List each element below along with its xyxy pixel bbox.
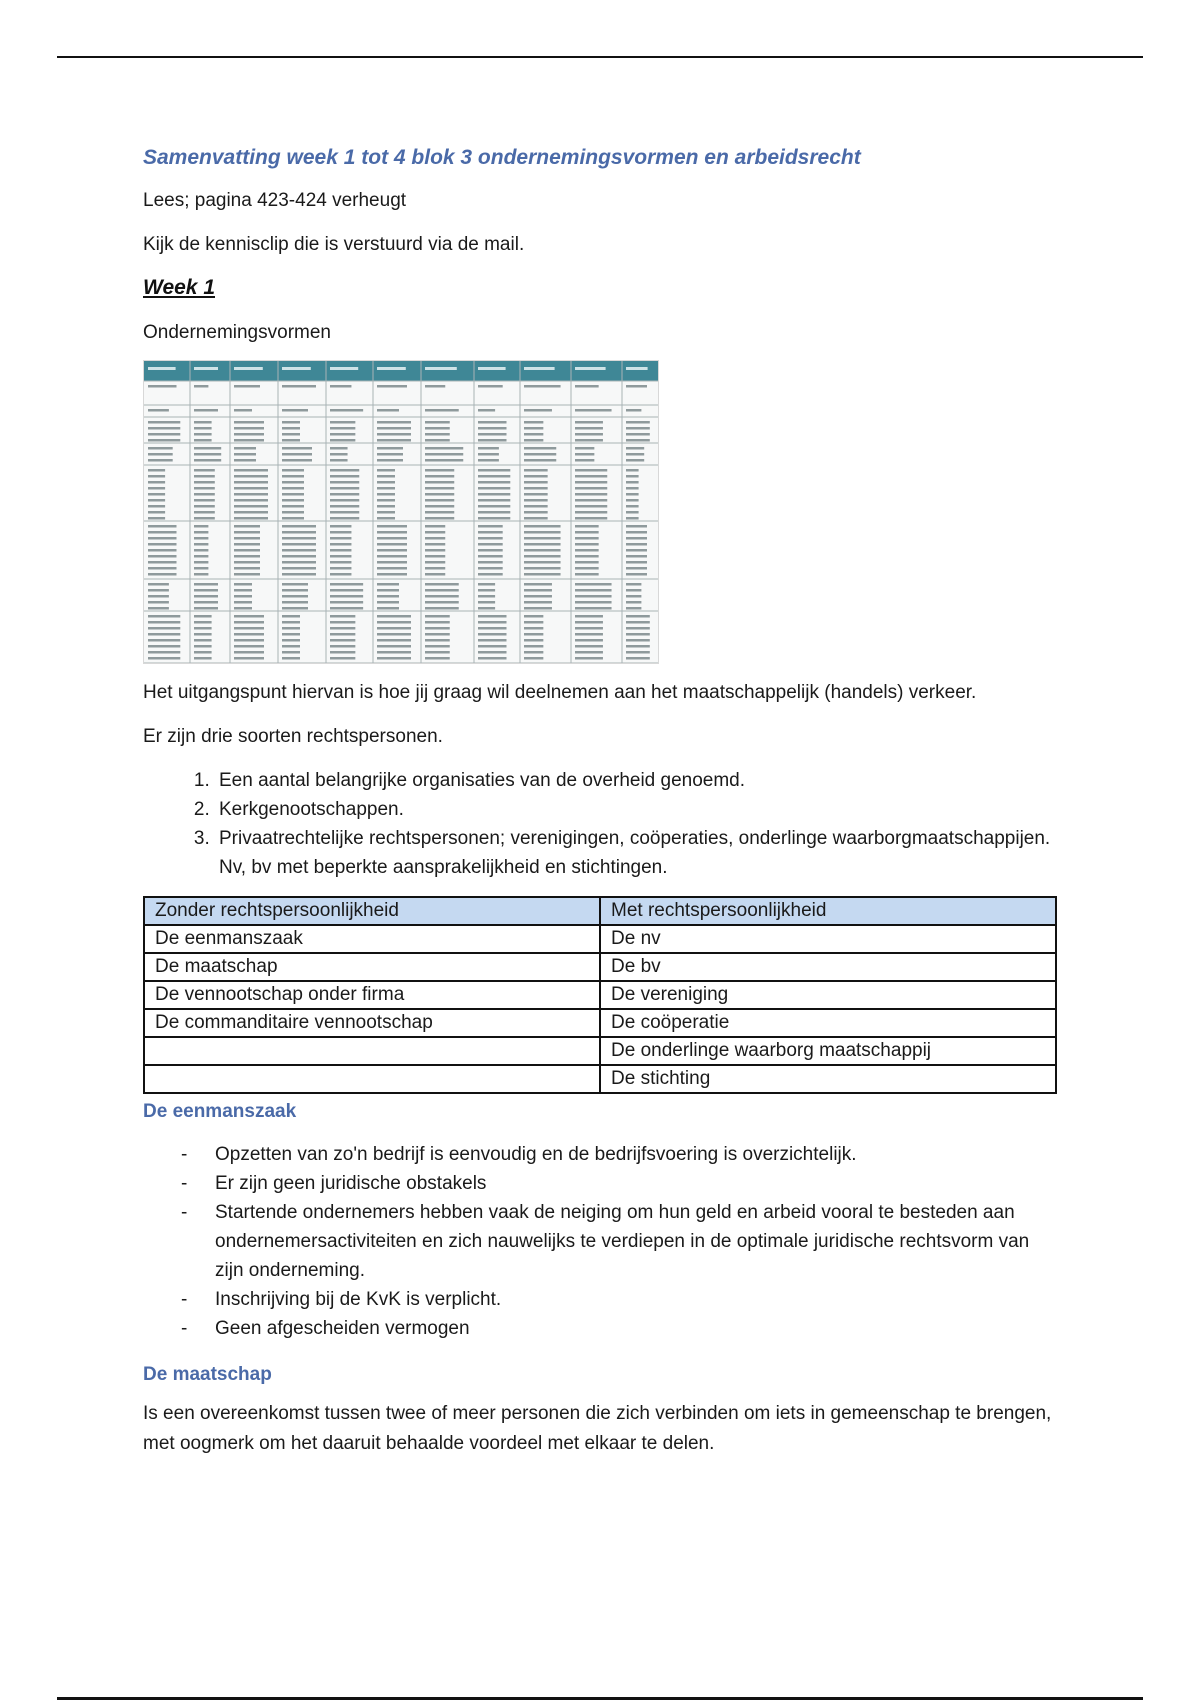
column-header-zonder: Zonder rechtspersoonlijkheid	[144, 897, 600, 925]
intro-line-1: Lees; pagina 423-424 verheugt	[143, 190, 407, 211]
rechtspersonen-list	[143, 766, 1063, 882]
table-cell: De vereniging	[600, 981, 1056, 1009]
table-row	[144, 953, 1056, 981]
list-item: - Opzetten van zo'n bedrijf is eenvoudig en de bedrijfsvoering is overzichtelijk.	[215, 1140, 1063, 1169]
paragraph-uitgangspunt: Het uitgangspunt hiervan is hoe jij graag wil deelnemen aan het maatschappelijk (handels) verkeer.	[143, 682, 977, 703]
table-row	[144, 925, 1056, 953]
table-row	[144, 1065, 1056, 1093]
table-cell	[144, 1037, 600, 1065]
list-item: - Geen afgescheiden vermogen	[215, 1314, 1063, 1343]
table-cell: De nv	[600, 925, 1056, 953]
table-thumbnail-graphic	[144, 361, 658, 663]
table-cell: De eenmanszaak	[144, 925, 600, 953]
rechtspersoonlijkheid-table	[143, 896, 1057, 1094]
page-top-rule	[57, 56, 1143, 58]
heading-maatschap: De maatschap	[143, 1364, 272, 1385]
paragraph-rechtspersonen: Er zijn drie soorten rechtspersonen.	[143, 726, 443, 747]
list-item: - Er zijn geen juridische obstakels	[215, 1169, 1063, 1198]
intro-line-2: Kijk de kennisclip die is verstuurd via de mail.	[143, 234, 525, 255]
table-cell: De coöperatie	[600, 1009, 1056, 1037]
document-body	[143, 140, 1063, 1459]
table-row	[144, 1009, 1056, 1037]
list-item: - Startende ondernemers hebben vaak de neiging om hun geld en arbeid vooral te besteden aan ondernemersactiviteiten en zich nauwelijks te verdiepen in de optimale juridische rechtsvorm van zijn onderneming.	[215, 1198, 1063, 1285]
table-cell	[144, 1065, 600, 1093]
eenmanszaak-list	[143, 1140, 1063, 1343]
table-cell: De stichting	[600, 1065, 1056, 1093]
week-heading: Week 1	[143, 276, 215, 299]
ondernemingsvormen-table-image	[143, 360, 659, 664]
table-row	[144, 1037, 1056, 1065]
section-label: Ondernemingsvormen	[143, 322, 331, 343]
table-cell: De commanditaire vennootschap	[144, 1009, 600, 1037]
column-header-met: Met rechtspersoonlijkheid	[600, 897, 1056, 925]
list-item: 2. Kerkgenootschappen.	[215, 795, 1063, 824]
list-item: - Inschrijving bij de KvK is verplicht.	[215, 1285, 1063, 1314]
table-header-row	[144, 897, 1056, 925]
table-cell: De bv	[600, 953, 1056, 981]
paragraph-maatschap: Is een overeenkomst tussen twee of meer personen die zich verbinden om iets in gemeenschap te brengen, met oogmerk om het daaruit behaalde voordeel met elkaar te delen.	[143, 1403, 1052, 1454]
list-item: 1. Een aantal belangrijke organisaties van de overheid genoemd.	[215, 766, 1063, 795]
list-item: 3. Privaatrechtelijke rechtspersonen; verenigingen, coöperaties, onderlinge waarborgmaatschappijen. Nv, bv met beperkte aansprakelijkheid en stichtingen.	[215, 824, 1063, 882]
table-cell: De onderlinge waarborg maatschappij	[600, 1037, 1056, 1065]
heading-eenmanszaak: De eenmanszaak	[143, 1101, 297, 1122]
document-title: Samenvatting week 1 tot 4 blok 3 ondernemingsvormen en arbeidsrecht	[143, 146, 861, 169]
table-row	[144, 981, 1056, 1009]
table-cell: De maatschap	[144, 953, 600, 981]
table-cell: De vennootschap onder firma	[144, 981, 600, 1009]
